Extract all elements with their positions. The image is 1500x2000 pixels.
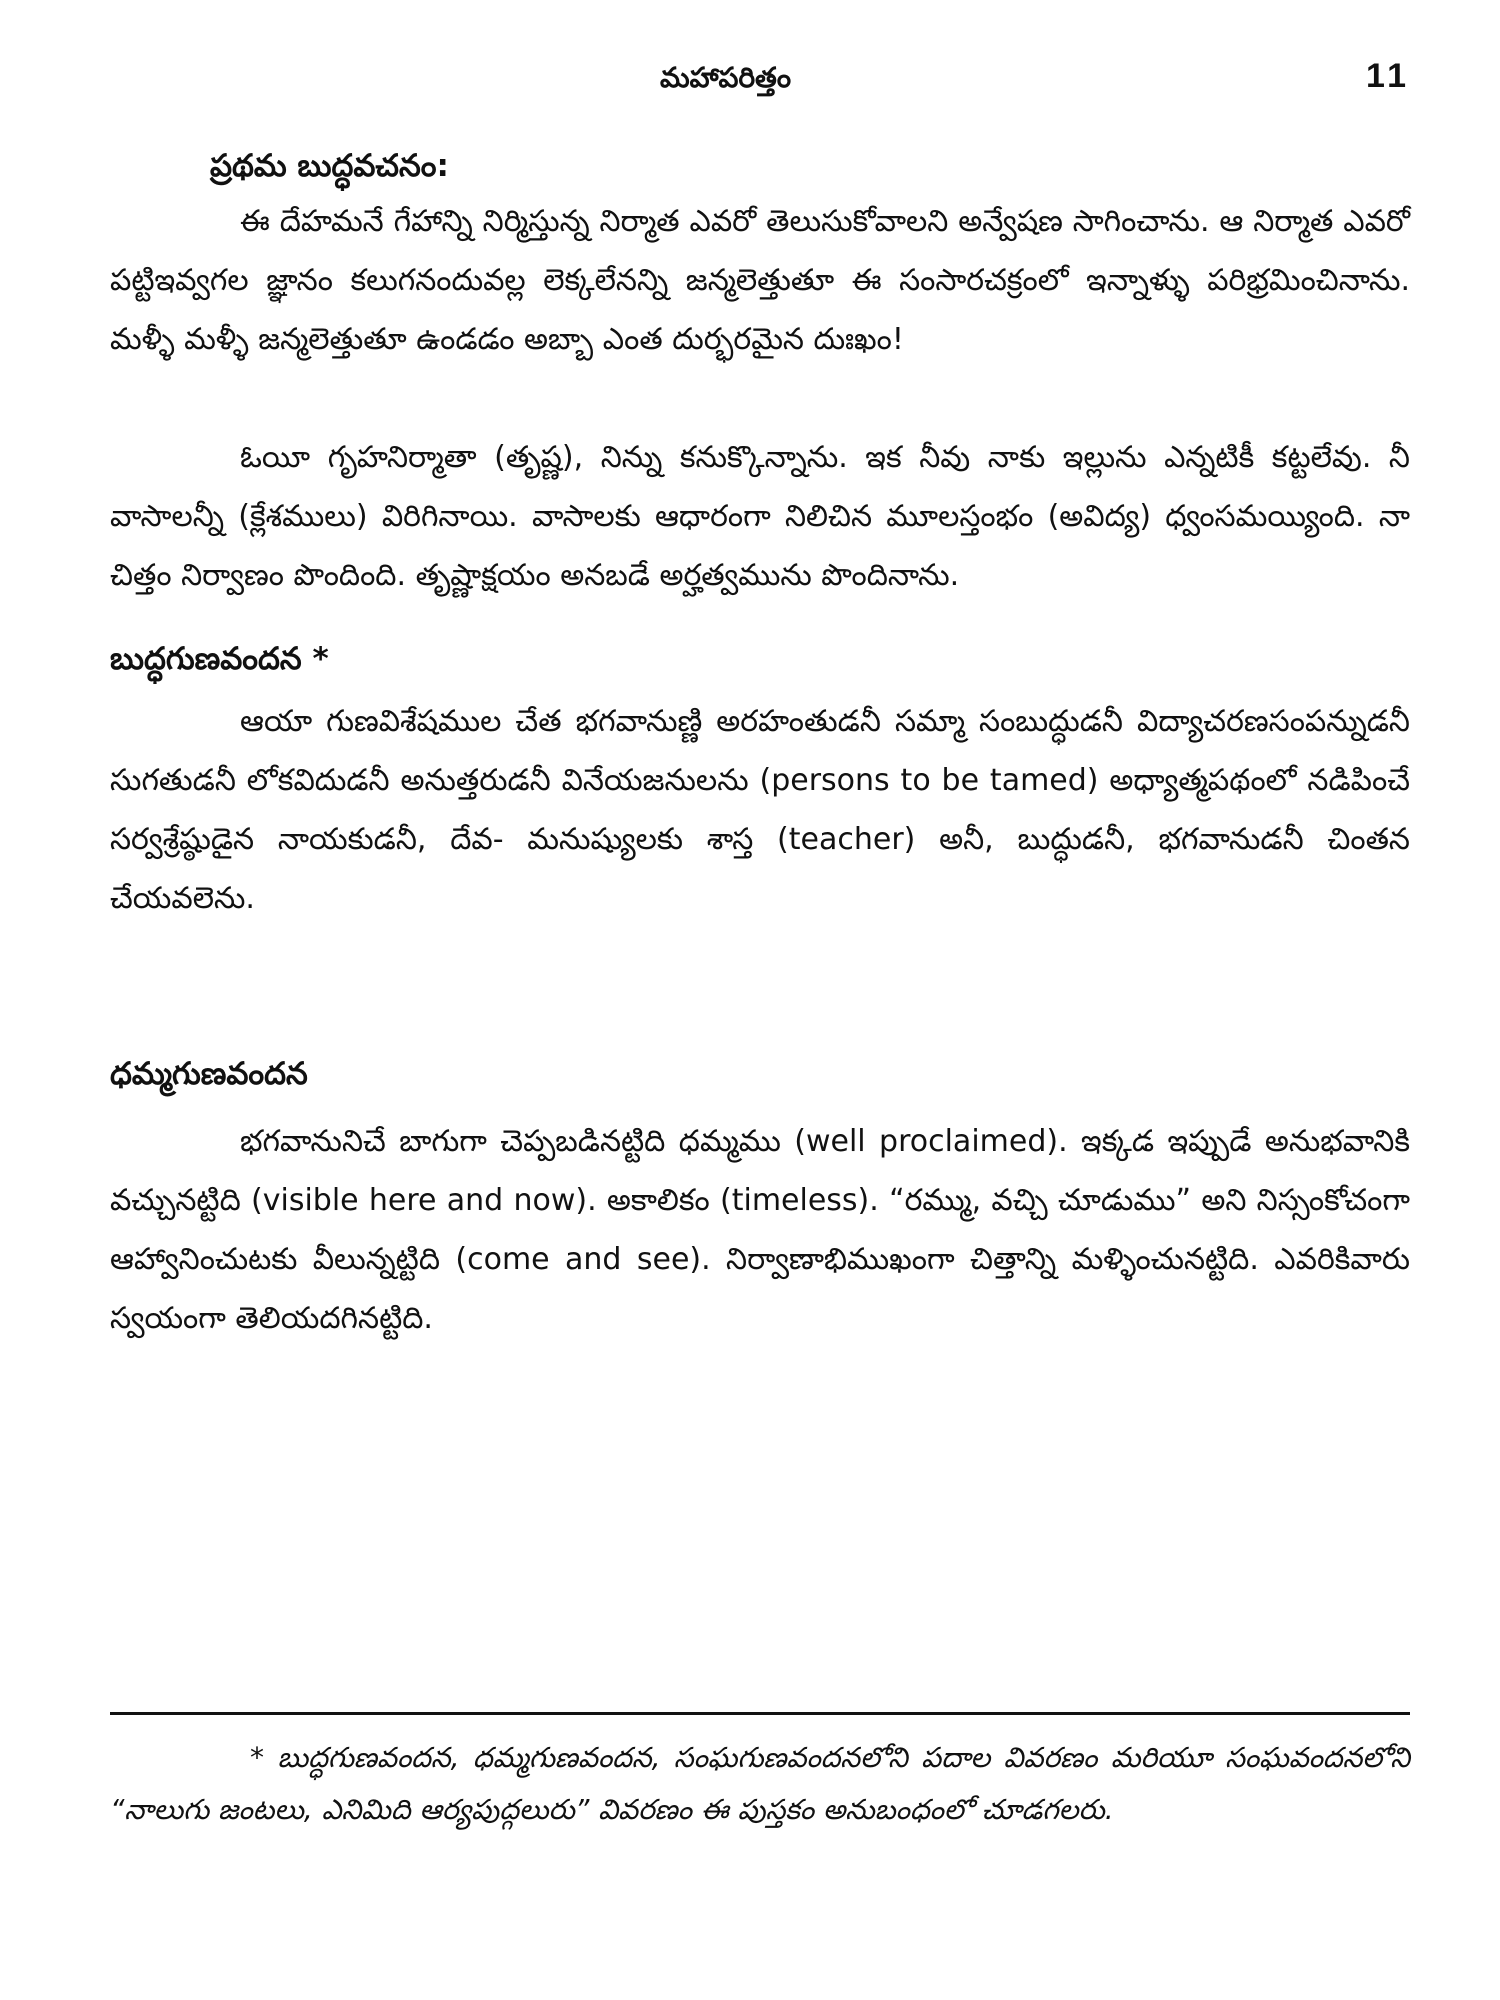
footnote-divider	[110, 1712, 1410, 1715]
running-title: మహాపరిత్తం	[660, 61, 792, 94]
paragraph: భగవానునిచే బాగుగా చెప్పబడినట్టిది ధమ్మము (well proclaimed). ఇక్కడ ఇప్పుడే అనుభవానికి వచ్చునట్టిది (visible here and now). అకాలికం (timeless). “రమ్ము, వచ్చి చూడుము” అని నిస్సంకోచంగా ఆహ్వానించుటకు వీలున్నట్టిది (come and see). నిర్వాణాభిముఖంగా చిత్తాన్ని మళ్ళించునట్టిది. ఎవరికివారు స్వయంగా తెలియదగినట్టిది.	[110, 1124, 1410, 1336]
section-heading-buddhagunavandana: బుద్ధగుణవందన *	[110, 641, 329, 677]
running-head	[110, 52, 1410, 112]
section-heading-pratham-buddhavachanam: ప్రథమ బుద్ధవచనం:	[210, 148, 449, 184]
book-page	[110, 52, 1410, 1982]
footnote: * బుద్ధగుణవందన, ధమ్మగుణవందన, సంఘగుణవందనలోని పదాల వివరణం మరియూ సంఘవందనలోని “నాలుగు జంటలు, ఎనిమిది ఆర్యపుద్గలురు” వివరణం ఈ పుస్తకం అనుబంధంలో చూడగలరు.	[110, 1741, 1410, 1826]
page-number: 11	[1366, 57, 1410, 95]
paragraph: ఈ దేహమనే గేహాన్ని నిర్మిస్తున్న నిర్మాత ఎవరో తెలుసుకోవాలని అన్వేషణ సాగించాను. ఆ నిర్మాత ఎవరో పట్టిఇవ్వగల జ్ఞానం కలుగనందువల్ల లెక్కలేనన్ని జన్మలెత్తుతూ ఈ సంసారచక్రంలో ఇన్నాళ్ళు పరిభ్రమించినాను. మళ్ళీ మళ్ళీ జన్మలెత్తుతూ ఉండడం అబ్బా ఎంత దుర్భరమైన దుఃఖం!	[110, 204, 1410, 357]
paragraph: ఆయా గుణవిశేషముల చేత భగవానుణ్ణి అరహంతుడనీ సమ్మా సంబుద్ధుడనీ విద్యాచరణసంపన్నుడనీ సుగతుడనీ లోకవిదుడనీ అనుత్తరుడనీ వినేయజనులను (persons to be tamed) అధ్యాత్మపథంలో నడిపించే సర్వశ్రేష్ఠుడైన నాయకుడనీ, దేవ- మనుష్యులకు శాస్త (teacher) అనీ, బుద్ధుడనీ, భగవానుడనీ చింతన చేయవలెను.	[110, 704, 1410, 916]
paragraph: ఓయీ గృహనిర్మాతా (తృష్ణ), నిన్ను కనుక్కొన్నాను. ఇక నీవు నాకు ఇల్లును ఎన్నటికీ కట్టలేవు. నీ వాసాలన్నీ (క్లేశములు) విరిగినాయి. వాసాలకు ఆధారంగా నిలిచిన మూలస్తంభం (అవిద్య) ధ్వంసమయ్యింది. నా చిత్తం నిర్వాణం పొందింది. తృష్ణాక్షయం అనబడే అర్హత్వమును పొందినాను.	[110, 440, 1410, 593]
section-heading-dhammagunavandana: ధమ్మగుణవందన	[110, 1056, 308, 1092]
